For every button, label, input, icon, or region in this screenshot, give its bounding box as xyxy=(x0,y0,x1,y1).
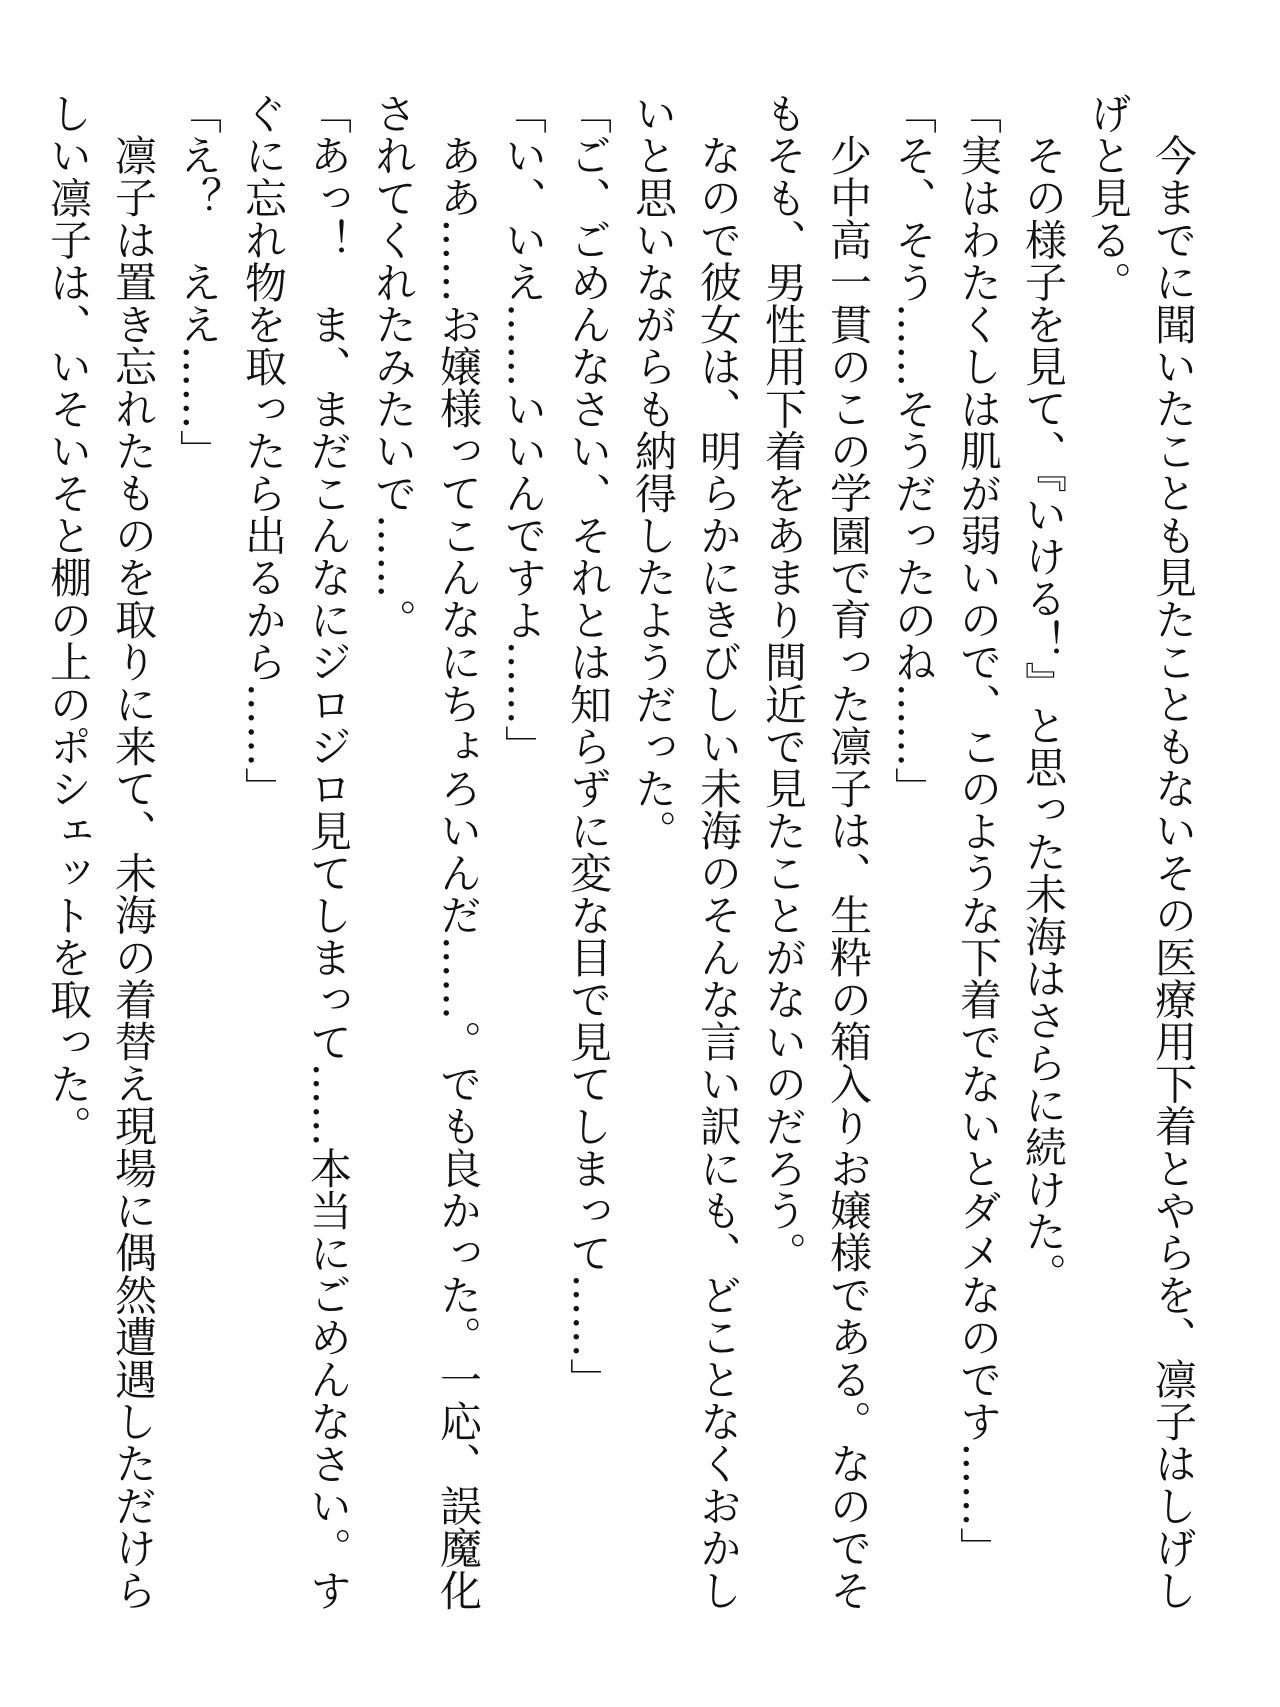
paragraph-dialogue-6: 「え？ ええ……」 xyxy=(174,92,223,472)
vertical-text-body xyxy=(36,92,1206,1652)
paragraph-dialogue-4: 「い、いえ……いいんですよ……」 xyxy=(499,92,548,768)
paragraph-dialogue-3: 「ご、ごめんなさい、それとは知らずに変な目で見てしまって……」 xyxy=(564,92,613,1401)
paragraph-narration-6: 凛子は置き忘れたものを取りに来て、未海の着替え現場に偶然遭遇しただけらしい凛子は、いそいそと棚の上のポシェットを取った。 xyxy=(44,92,158,1611)
paragraph-dialogue-5: 「あっ！ ま、まだこんなにジロジロ見てしまって……本当にごめんなさい。すぐに忘れ物を取ったら出るから……」 xyxy=(239,92,353,1612)
paragraph-dialogue-1: 「実はわたくしは肌が弱いので、このような下着でないとダメなのです……」 xyxy=(954,92,1003,1569)
paragraph-narration-4: なので彼女は、明らかにきびしい未海のそんな言い訳にも、どことなくおかしいと思いながらも納得したようだった。 xyxy=(629,92,743,1611)
paragraph-narration-1: 今までに聞いたことも見たこともないその医療用下着とやらを、凛子はしげしげと見る。 xyxy=(1084,92,1198,1611)
paragraph-narration-3: 少中高一貫のこの学園で育った凛子は、生粋の箱入りお嬢様である。なのでそもそも、男性用下着をあまり間近で見たことがないのだろう。 xyxy=(759,92,873,1611)
paragraph-dialogue-2: 「そ、そう……そうだったのね……」 xyxy=(889,92,938,810)
paragraph-narration-2: その様子を見て、『いける！』と思った未海はさらに続けた。 xyxy=(1019,134,1068,1295)
paragraph-narration-5: ああ……お嬢様ってこんなにちょろいんだ……。でも良かった。一応、誤魔化されてくれたみたいで……。 xyxy=(369,92,483,1611)
